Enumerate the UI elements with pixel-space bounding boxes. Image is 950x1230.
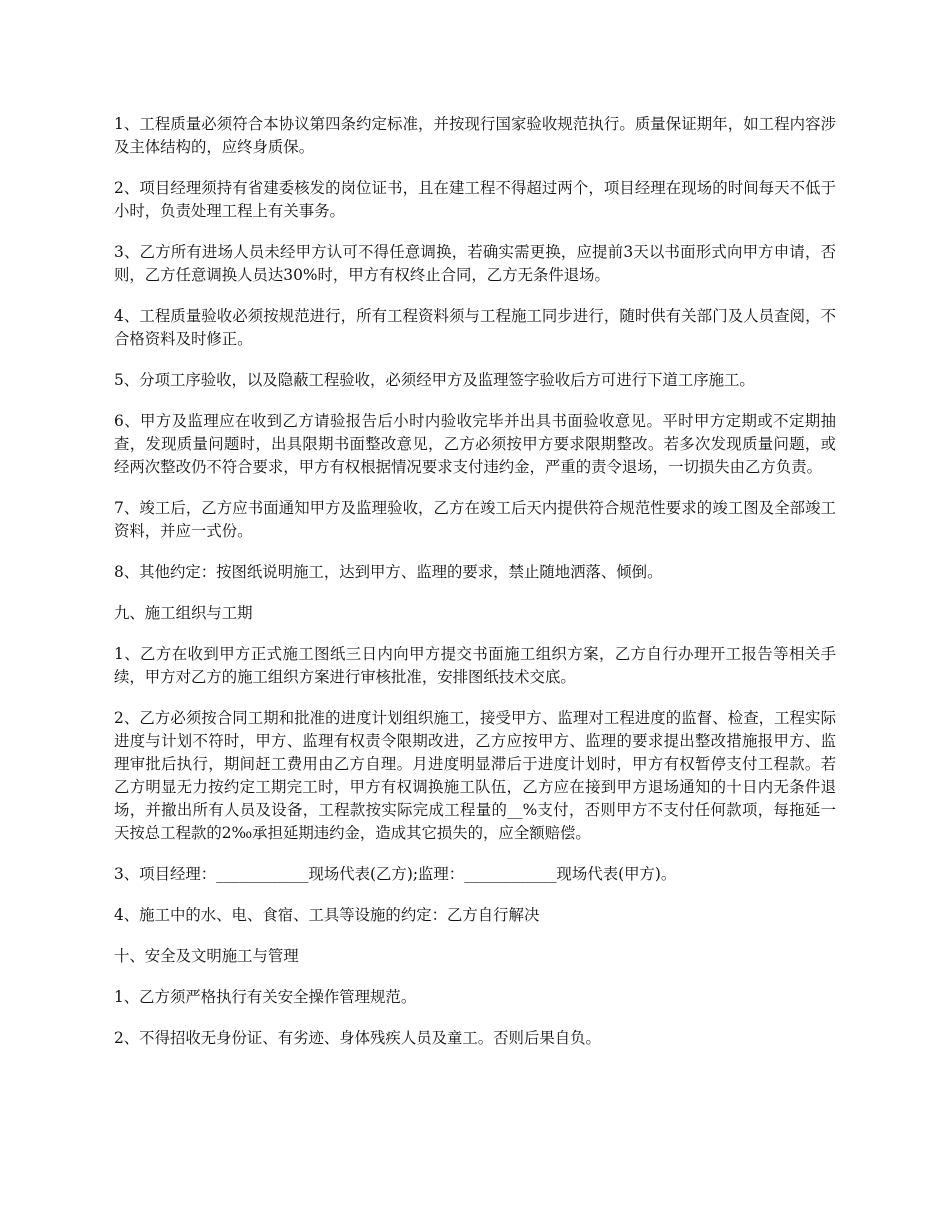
- clause-paragraph: 7、竣工后，乙方应书面通知甲方及监理验收，乙方在竣工后天内提供符合规范性要求的竣工图及全部竣工资料，并应一式份。: [114, 499, 836, 540]
- clause-paragraph: 1、乙方在收到甲方正式施工图纸三日内向甲方提交书面施工组织方案，乙方自行办理开工报告等相关手续，甲方对乙方的施工组织方案进行审核批准，安排图纸技术交底。: [114, 645, 836, 686]
- clause-paragraph: 5、分项工序验收，以及隐蔽工程验收，必须经甲方及监理签字验收后方可进行下道工序施工。: [114, 371, 755, 389]
- section-heading: 九、施工组织与工期: [114, 604, 253, 622]
- clause-paragraph: 2、项目经理须持有省建委核发的岗位证书，且在建工程不得超过两个，项目经理在现场的时间每天不低于小时，负责处理工程上有关事务。: [114, 179, 836, 220]
- clause-paragraph: 2、不得招收无身份证、有劣迹、身体残疾人员及童工。否则后果自负。: [114, 1029, 601, 1047]
- clause-paragraph: 2、乙方必须按合同工期和批准的进度计划组织施工，接受甲方、监理对工程进度的监督、检查，工程实际进度与计划不符时，甲方、监理有权责令限期改进，乙方应按甲方、监理的要求提出整改措施报甲方、监理审批后执行，期间赶工费用由乙方自理。月进度明显滞后于进度计划时，甲方有权暂停支付工程款。若乙方明显无力按约定工期完工时，甲方有权调换施工队伍，乙方应在接到甲方退场通知的十日内无条件退场，并撤出所有人员及设备，工程款按实际完成工程量的__%支付，否则甲方不支付任何款项，每拖延一天按总工程款的2‰承担延期违约金，造成其它损失的，应全额赔偿。: [114, 709, 836, 842]
- clause-paragraph: 1、乙方须严格执行有关安全操作管理规范。: [114, 988, 417, 1006]
- clause-paragraph: 1、工程质量必须符合本协议第四条约定标准，并按现行国家验收规范执行。质量保证期年，如工程内容涉及主体结构的，应终身质保。: [114, 115, 836, 156]
- section-heading: 十、安全及文明施工与管理: [114, 947, 299, 965]
- clause-paragraph: 6、甲方及监理应在收到乙方请验报告后小时内验收完毕并出具书面验收意见。平时甲方定期或不定期抽查，发现质量问题时，出具限期书面整改意见，乙方必须按甲方要求限期整改。若多次发现质量问题，或经两次整改仍不符合要求，甲方有权根据情况要求支付违约金，严重的责令退场，一切损失由乙方负责。: [114, 412, 836, 476]
- clause-paragraph: 4、工程质量验收必须按规范进行，所有工程资料须与工程施工同步进行，随时供有关部门及人员查阅，不合格资料及时修正。: [114, 307, 836, 348]
- clause-paragraph: 8、其他约定：按图纸说明施工，达到甲方、监理的要求，禁止随地洒落、倾倒。: [114, 563, 663, 581]
- document-page: [114, 113, 836, 1068]
- clause-paragraph: 3、项目经理：____________现场代表(乙方);监理：____________现场代表(甲方)。: [114, 865, 677, 883]
- clause-paragraph: 4、施工中的水、电、食宿、工具等设施的约定：乙方自行解决: [114, 906, 540, 924]
- clause-paragraph: 3、乙方所有进场人员未经甲方认可不得任意调换，若确实需更换，应提前3天以书面形式向甲方申请，否则，乙方任意调换人员达30%时，甲方有权终止合同，乙方无条件退场。: [114, 243, 836, 284]
